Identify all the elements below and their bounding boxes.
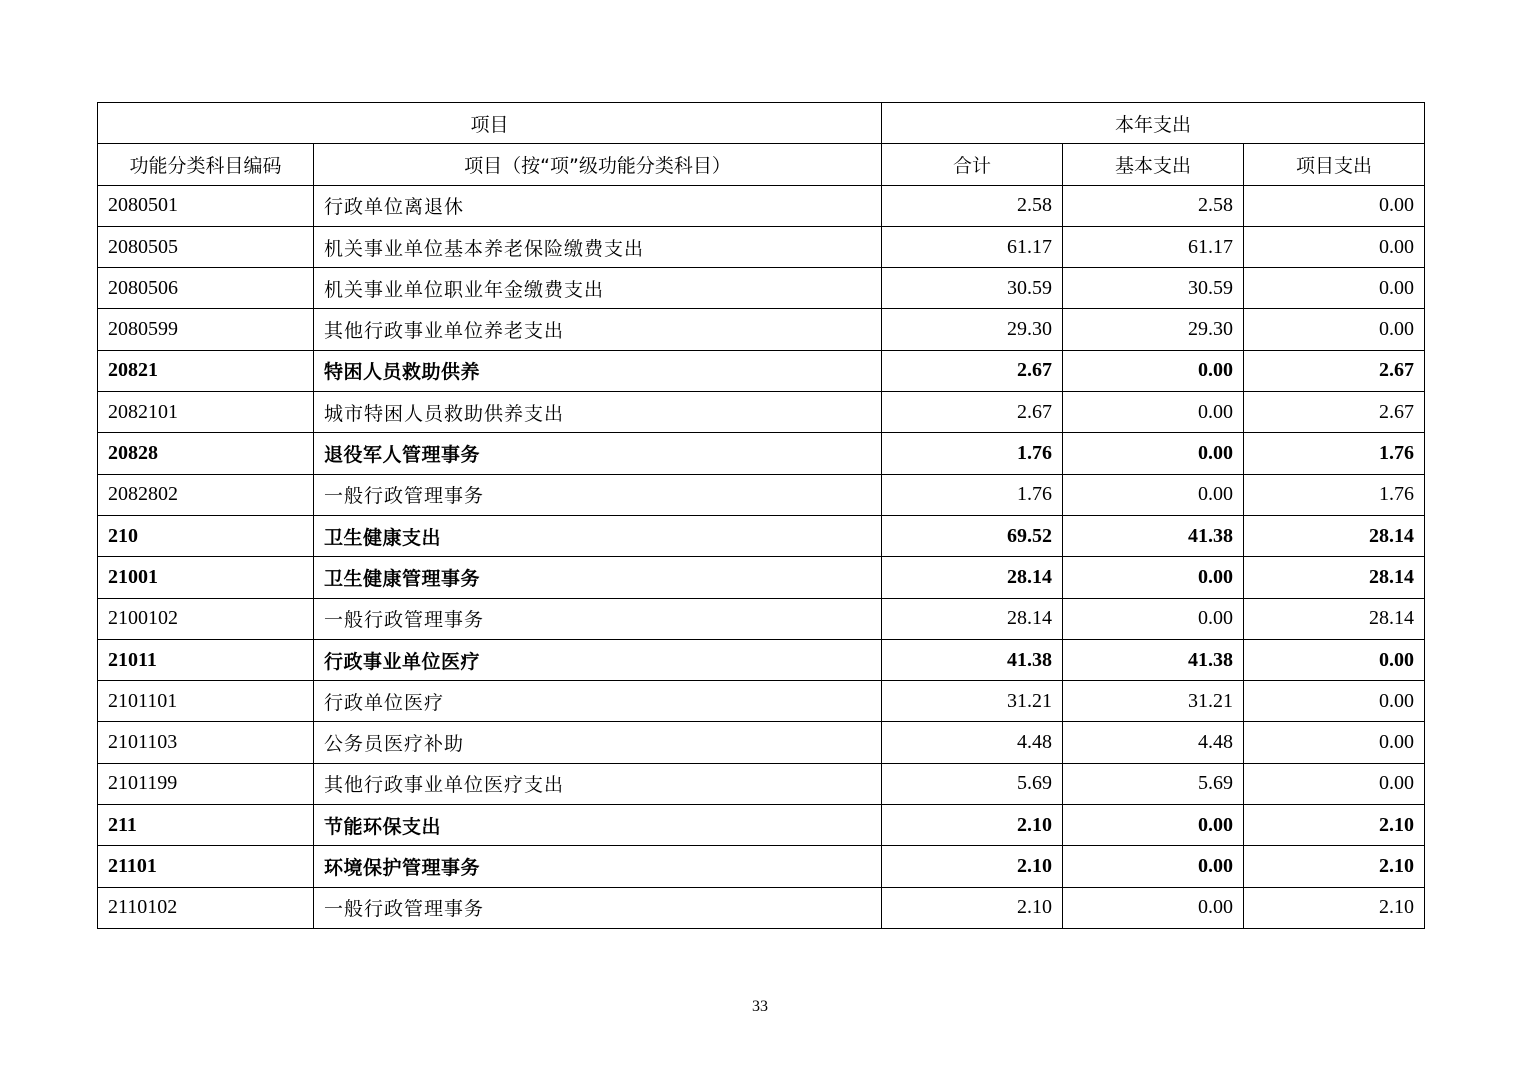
table-row: [98, 350, 1425, 391]
code-cell: 20828: [98, 433, 314, 474]
code-cell: 2080501: [98, 185, 314, 226]
total-cell: 2.10: [882, 805, 1063, 846]
basic-cell: 2.58: [1063, 185, 1244, 226]
project-cell: 0.00: [1244, 681, 1425, 722]
code-cell: 2110102: [98, 887, 314, 928]
total-cell: 4.48: [882, 722, 1063, 763]
table-row: [98, 639, 1425, 680]
total-cell: 2.10: [882, 887, 1063, 928]
name-cell: 退役军人管理事务: [314, 433, 882, 474]
code-cell: 2101199: [98, 763, 314, 804]
project-cell: 28.14: [1244, 515, 1425, 556]
code-cell: 211: [98, 805, 314, 846]
total-cell: 28.14: [882, 598, 1063, 639]
name-cell: 行政事业单位医疗: [314, 639, 882, 680]
basic-cell: 31.21: [1063, 681, 1244, 722]
table-row: [98, 185, 1425, 226]
project-cell: 28.14: [1244, 598, 1425, 639]
header-total: 合计: [882, 144, 1063, 185]
header-row-2: [98, 144, 1425, 185]
code-cell: 21101: [98, 846, 314, 887]
table-row: [98, 763, 1425, 804]
table-row: [98, 515, 1425, 556]
project-cell: 28.14: [1244, 557, 1425, 598]
basic-cell: 5.69: [1063, 763, 1244, 804]
basic-cell: 0.00: [1063, 598, 1244, 639]
header-basic: 基本支出: [1063, 144, 1244, 185]
table-row: [98, 598, 1425, 639]
project-cell: 0.00: [1244, 639, 1425, 680]
name-cell: 环境保护管理事务: [314, 846, 882, 887]
name-cell: 一般行政管理事务: [314, 598, 882, 639]
table-row: [98, 309, 1425, 350]
total-cell: 28.14: [882, 557, 1063, 598]
name-cell: 机关事业单位职业年金缴费支出: [314, 268, 882, 309]
total-cell: 1.76: [882, 474, 1063, 515]
table-row: [98, 226, 1425, 267]
total-cell: 31.21: [882, 681, 1063, 722]
code-cell: 21011: [98, 639, 314, 680]
header-name: 项目（按“项”级功能分类科目）: [314, 144, 882, 185]
project-cell: 0.00: [1244, 226, 1425, 267]
total-cell: 2.67: [882, 350, 1063, 391]
basic-cell: 41.38: [1063, 515, 1244, 556]
basic-cell: 0.00: [1063, 805, 1244, 846]
basic-cell: 61.17: [1063, 226, 1244, 267]
code-cell: 2100102: [98, 598, 314, 639]
basic-cell: 0.00: [1063, 433, 1244, 474]
basic-cell: 4.48: [1063, 722, 1244, 763]
header-row-1: [98, 103, 1425, 144]
basic-cell: 0.00: [1063, 350, 1244, 391]
table-row: [98, 887, 1425, 928]
total-cell: 61.17: [882, 226, 1063, 267]
code-cell: 2082101: [98, 392, 314, 433]
code-cell: 21001: [98, 557, 314, 598]
total-cell: 2.58: [882, 185, 1063, 226]
project-cell: 0.00: [1244, 309, 1425, 350]
table-row: [98, 557, 1425, 598]
name-cell: 一般行政管理事务: [314, 474, 882, 515]
header-current-year-expense: 本年支出: [882, 103, 1425, 144]
code-cell: 2101101: [98, 681, 314, 722]
name-cell: 卫生健康支出: [314, 515, 882, 556]
code-cell: 2080506: [98, 268, 314, 309]
name-cell: 节能环保支出: [314, 805, 882, 846]
code-cell: 2101103: [98, 722, 314, 763]
name-cell: 一般行政管理事务: [314, 887, 882, 928]
basic-cell: 0.00: [1063, 392, 1244, 433]
project-cell: 2.67: [1244, 392, 1425, 433]
basic-cell: 0.00: [1063, 887, 1244, 928]
total-cell: 1.76: [882, 433, 1063, 474]
header-project: 项目: [98, 103, 882, 144]
budget-table: [97, 102, 1425, 929]
name-cell: 其他行政事业单位医疗支出: [314, 763, 882, 804]
table-row: [98, 268, 1425, 309]
table-row: [98, 433, 1425, 474]
page-number: 33: [752, 998, 768, 1015]
total-cell: 69.52: [882, 515, 1063, 556]
basic-cell: 41.38: [1063, 639, 1244, 680]
project-cell: 2.67: [1244, 350, 1425, 391]
basic-cell: 0.00: [1063, 474, 1244, 515]
code-cell: 20821: [98, 350, 314, 391]
total-cell: 30.59: [882, 268, 1063, 309]
project-cell: 0.00: [1244, 763, 1425, 804]
total-cell: 29.30: [882, 309, 1063, 350]
table-row: [98, 474, 1425, 515]
total-cell: 5.69: [882, 763, 1063, 804]
code-cell: 210: [98, 515, 314, 556]
table-row: [98, 805, 1425, 846]
project-cell: 1.76: [1244, 433, 1425, 474]
name-cell: 其他行政事业单位养老支出: [314, 309, 882, 350]
table-row: [98, 846, 1425, 887]
name-cell: 机关事业单位基本养老保险缴费支出: [314, 226, 882, 267]
name-cell: 特困人员救助供养: [314, 350, 882, 391]
project-cell: 2.10: [1244, 805, 1425, 846]
name-cell: 行政单位医疗: [314, 681, 882, 722]
project-cell: 0.00: [1244, 185, 1425, 226]
project-cell: 0.00: [1244, 722, 1425, 763]
project-cell: 0.00: [1244, 268, 1425, 309]
name-cell: 城市特困人员救助供养支出: [314, 392, 882, 433]
basic-cell: 30.59: [1063, 268, 1244, 309]
basic-cell: 29.30: [1063, 309, 1244, 350]
table-row: [98, 392, 1425, 433]
basic-cell: 0.00: [1063, 846, 1244, 887]
code-cell: 2080599: [98, 309, 314, 350]
header-item: 项目支出: [1244, 144, 1425, 185]
code-cell: 2082802: [98, 474, 314, 515]
total-cell: 2.67: [882, 392, 1063, 433]
table-body: [98, 185, 1425, 928]
total-cell: 2.10: [882, 846, 1063, 887]
table-row: [98, 722, 1425, 763]
name-cell: 行政单位离退休: [314, 185, 882, 226]
table-row: [98, 681, 1425, 722]
project-cell: 1.76: [1244, 474, 1425, 515]
total-cell: 41.38: [882, 639, 1063, 680]
project-cell: 2.10: [1244, 887, 1425, 928]
name-cell: 卫生健康管理事务: [314, 557, 882, 598]
header-code: 功能分类科目编码: [98, 144, 314, 185]
project-cell: 2.10: [1244, 846, 1425, 887]
name-cell: 公务员医疗补助: [314, 722, 882, 763]
code-cell: 2080505: [98, 226, 314, 267]
basic-cell: 0.00: [1063, 557, 1244, 598]
